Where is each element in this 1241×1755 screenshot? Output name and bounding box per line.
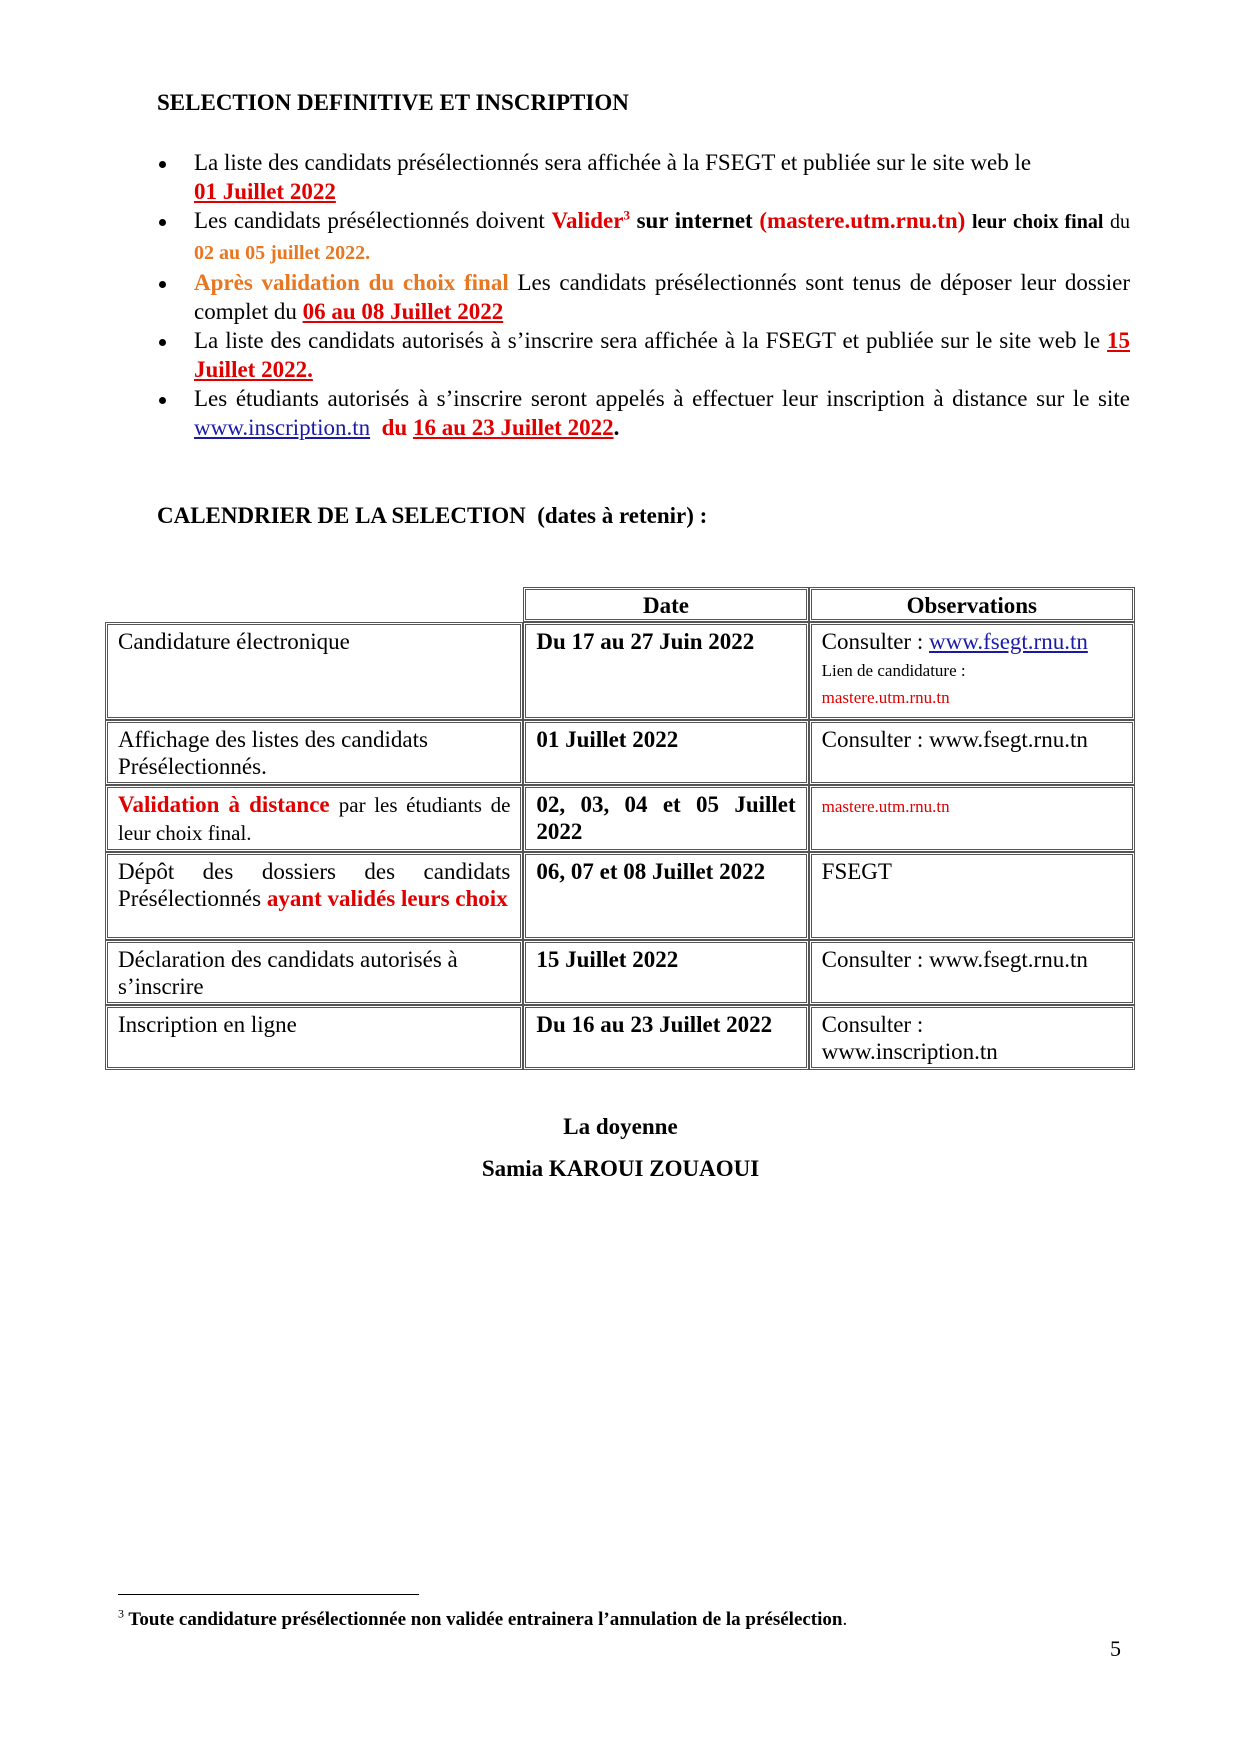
bullet-icon <box>159 281 166 288</box>
row-label: Déclaration des candidats autorisés à s’inscrire <box>105 940 523 1005</box>
row-observation: mastere.utm.rnu.tn <box>809 785 1135 852</box>
date-highlight: 06 au 08 Juillet 2022 <box>302 299 504 324</box>
bullet-icon <box>159 161 166 168</box>
calendar-table <box>105 587 1135 1070</box>
date-highlight: 15 Juillet 2022. <box>194 328 1131 382</box>
table-row <box>105 1005 1135 1070</box>
row-observation: Consulter : www.inscription.tn <box>809 1005 1135 1070</box>
table-row <box>105 622 1135 720</box>
row-date: 02, 03, 04 et 05 Juillet 2022 <box>523 785 808 852</box>
row-label: Candidature électronique <box>105 622 523 720</box>
row-date: 06, 07 et 08 Juillet 2022 <box>523 852 808 940</box>
bullet-icon <box>159 339 166 346</box>
page-number: 5 <box>1110 1636 1121 1661</box>
inscription-link[interactable]: www.inscription.tn <box>194 415 371 440</box>
table-row <box>105 720 1135 785</box>
list-item: La liste des candidats autorisés à s’inscrire sera affichée à la FSEGT et publiée sur le site web le 15 Juillet 2022. <box>157 326 1130 384</box>
row-label: Affichage des listes des candidats Présélectionnés. <box>105 720 523 785</box>
row-label: Validation à distance par les étudiants de leur choix final. <box>105 785 523 852</box>
list-item: La liste des candidats présélectionnés sera affichée à la FSEGT et publiée sur le site web le 01 Juillet 2022 <box>157 148 1130 206</box>
footnote-divider <box>118 1594 419 1595</box>
column-header-date: Date <box>523 587 808 622</box>
date-highlight: 01 Juillet 2022 <box>194 179 336 204</box>
table-row <box>105 785 1135 852</box>
fsegt-link[interactable]: www.fsegt.rnu.tn <box>929 629 1088 654</box>
list-item: Après validation du choix final Les candidats présélectionnés sont tenus de déposer leur dossier complet du 06 au 08 Juillet 2022 <box>157 268 1130 326</box>
date-highlight: 16 au 23 Juillet 2022 <box>412 415 614 440</box>
section-title-selection: SELECTION DEFINITIVE ET INSCRIPTION <box>157 90 629 115</box>
footnote-ref: 3 <box>623 207 630 223</box>
row-date: Du 16 au 23 Juillet 2022 <box>523 1005 808 1070</box>
bullet-icon <box>159 219 166 226</box>
row-date: 15 Juillet 2022 <box>523 940 808 1005</box>
row-observation: Consulter : www.fsegt.rnu.tn Lien de candidature : mastere.utm.rnu.tn <box>809 622 1135 720</box>
list-item: Les candidats présélectionnés doivent Valider$^3$ sur internet (mastere.utm.rnu.tn) leur choix final du 02 au 05 juillet 2022. <box>157 206 1130 268</box>
list-item: Les étudiants autorisés à s’inscrire seront appelés à effectuer leur inscription à distance sur le site www.inscription.tn du 16 au 23 Juillet 2022. <box>157 384 1130 442</box>
table-header-row <box>105 587 1135 622</box>
signature-name: Samia KAROUI ZOUAOUI <box>481 1156 760 1181</box>
signature-role: La doyenne <box>563 1114 678 1139</box>
row-observation: Consulter : www.fsegt.rnu.tn <box>809 940 1135 1005</box>
table-row <box>105 852 1135 940</box>
date-highlight: 02 au 05 juillet 2022. <box>194 242 371 264</box>
row-label: Dépôt des dossiers des candidats Présélectionnés ayant validés leurs choix <box>105 852 523 940</box>
row-label: Inscription en ligne <box>105 1005 523 1070</box>
row-date: Du 17 au 27 Juin 2022 <box>523 622 808 720</box>
section-title-calendar: CALENDRIER DE LA SELECTION (dates à retenir) : <box>157 503 708 528</box>
footnote: $^3$ Toute candidature présélectionnée non validée entrainera l’annulation de la présélection. <box>118 1606 848 1630</box>
row-observation: Consulter : www.fsegt.rnu.tn <box>809 720 1135 785</box>
selection-steps-list <box>157 148 1130 442</box>
bullet-icon <box>159 397 166 404</box>
row-date: 01 Juillet 2022 <box>523 720 808 785</box>
row-observation: FSEGT <box>809 852 1135 940</box>
table-row <box>105 940 1135 1005</box>
column-header-observations: Observations <box>809 587 1135 622</box>
